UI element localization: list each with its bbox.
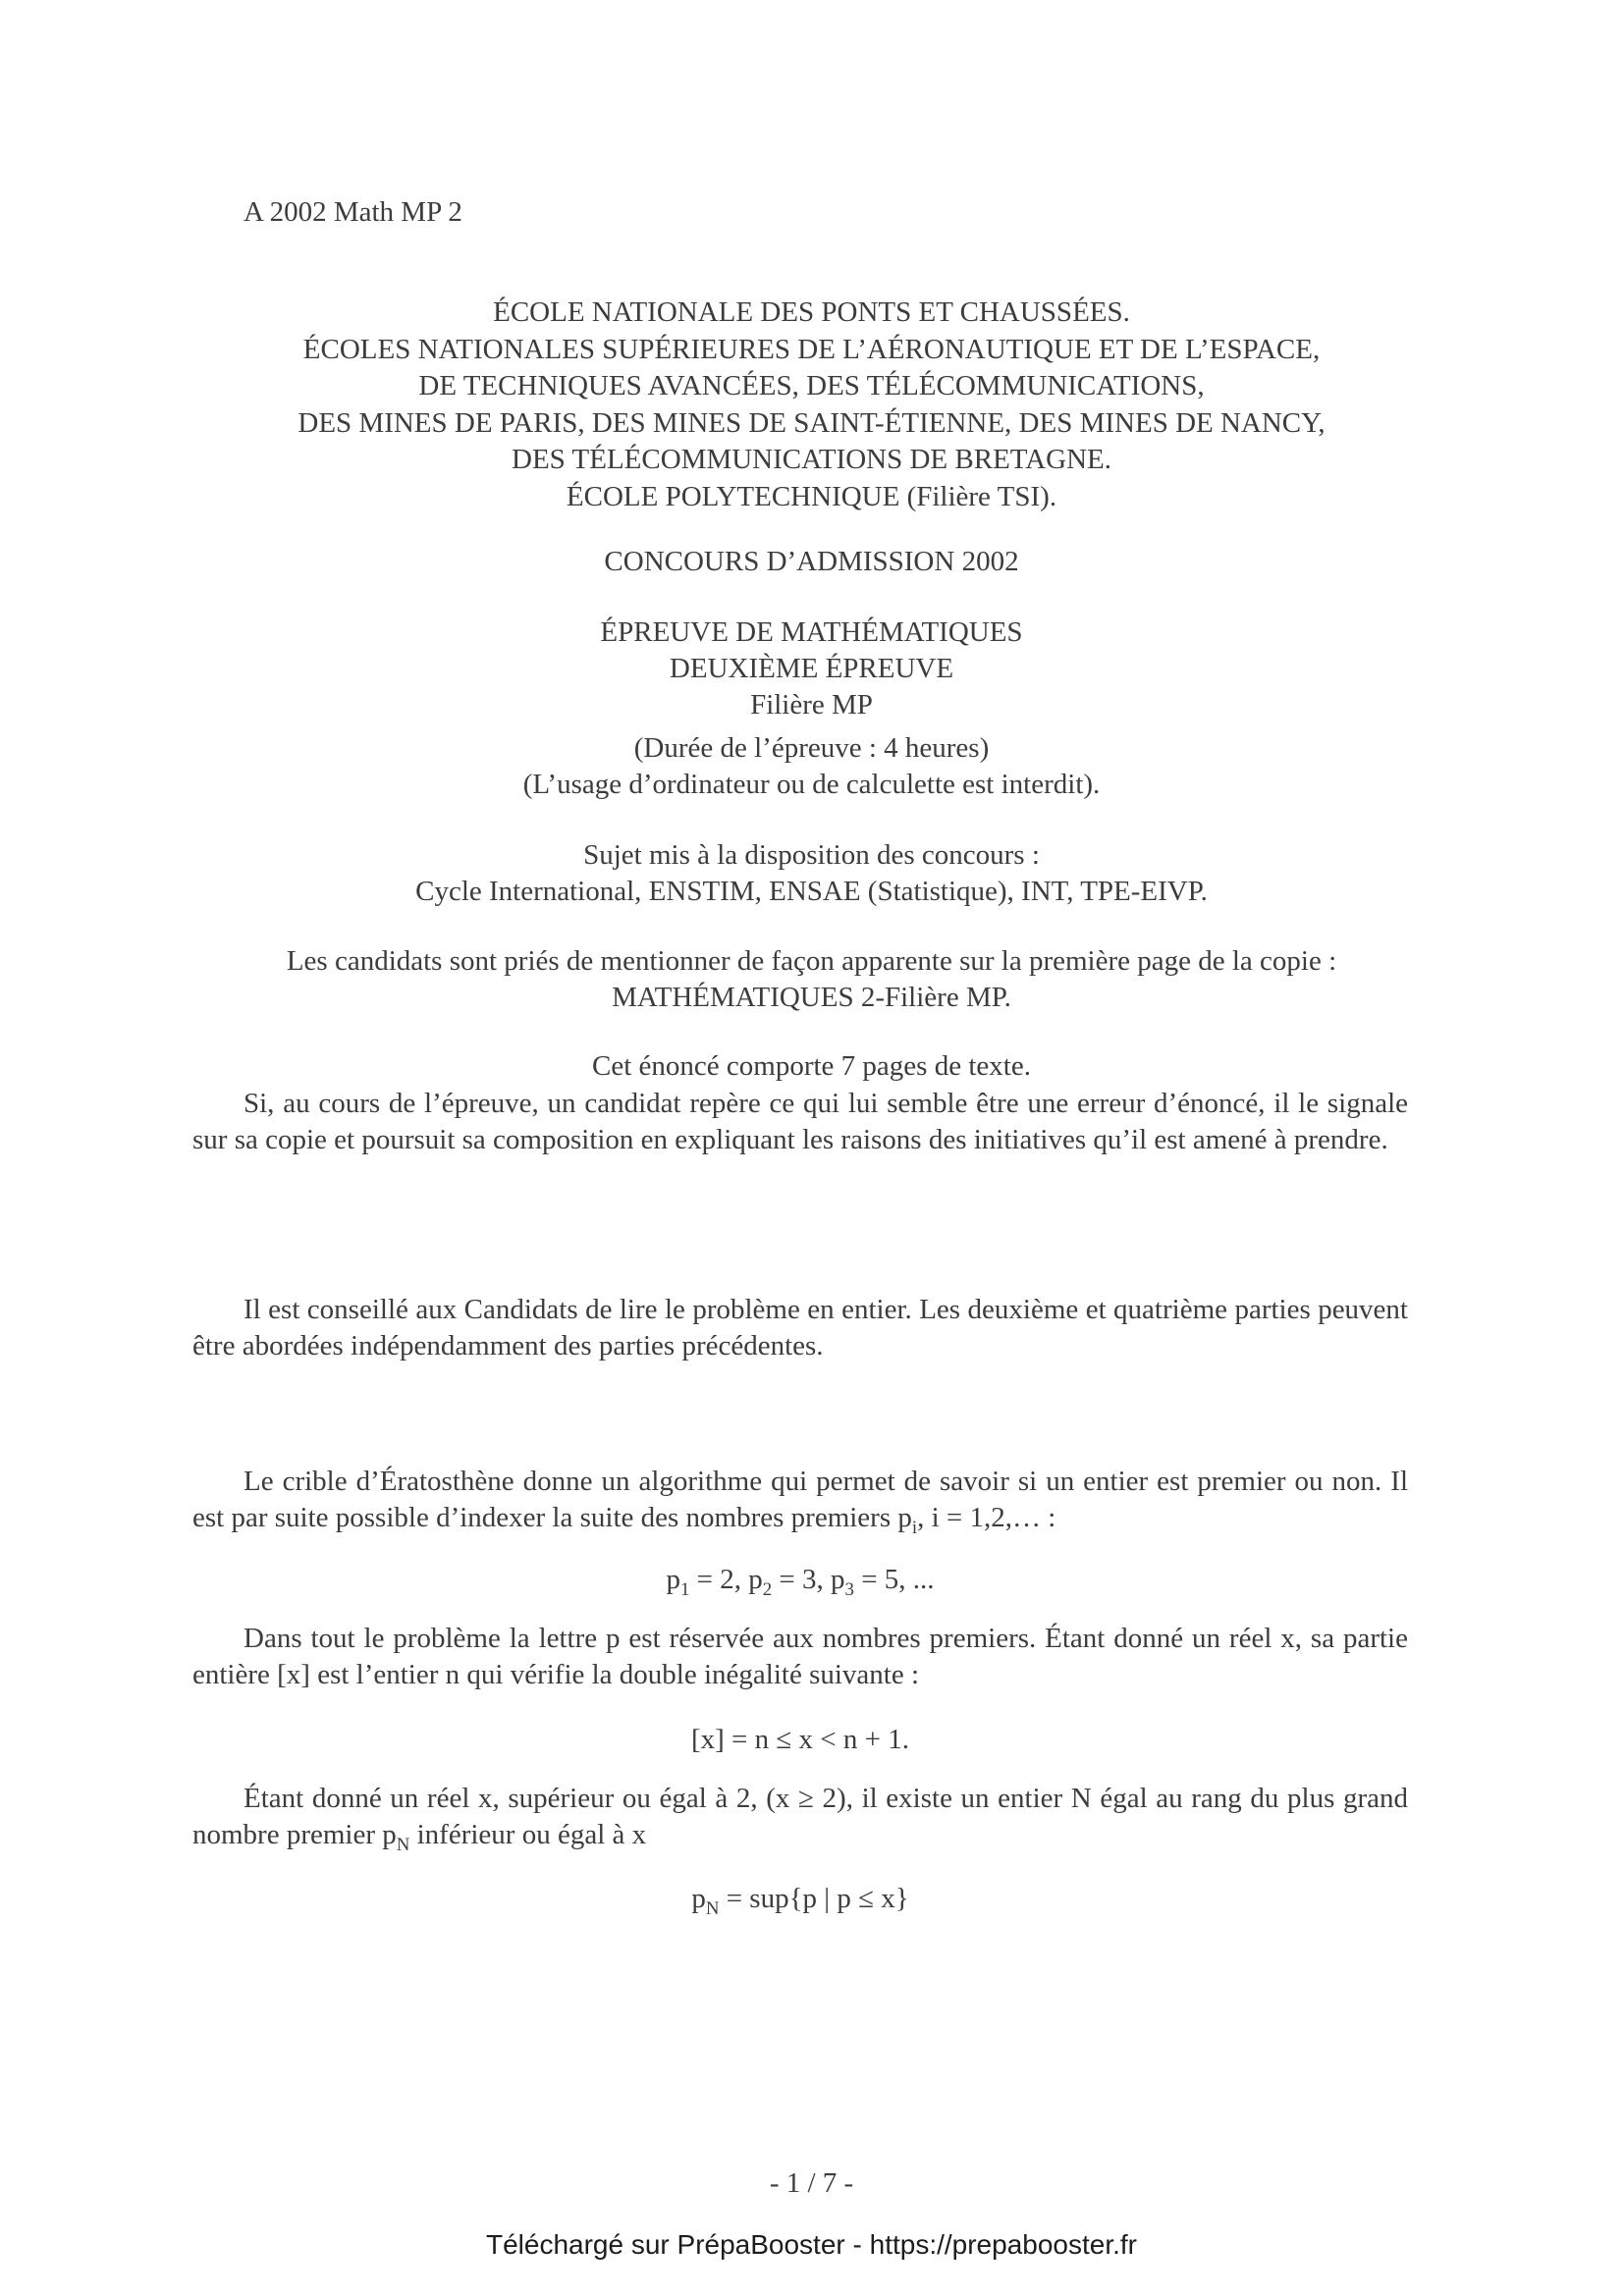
subscript-2: 2 — [762, 1578, 773, 1600]
formula-pn-part: p — [691, 1883, 706, 1914]
school-line: ÉCOLE NATIONALE DES PONTS ET CHAUSSÉES. — [493, 296, 1130, 328]
sujet-block — [0, 837, 1623, 910]
school-line: DES MINES DE PARIS, DES MINES DE SAINT-ÉTIENNE, DES MINES DE NANCY, — [298, 406, 1325, 439]
exam-code-label: A 2002 Math MP 2 — [243, 196, 462, 228]
paragraph-rang-text: Étant donné un réel x, supérieur ou égal à 2, (x ≥ 2), il existe un entier N égal au rang du plus grand nombre premier p — [192, 1783, 1408, 1851]
schools-block — [0, 294, 1623, 515]
duree-block — [0, 730, 1623, 803]
epreuve-title-line: ÉPREUVE DE MATHÉMATIQUES — [600, 616, 1023, 648]
school-line: ÉCOLE POLYTECHNIQUE (Filière TSI). — [566, 480, 1057, 512]
formula-primes — [192, 1562, 1408, 1598]
subscript-N: N — [396, 1835, 410, 1856]
mention-matiere-line: MATHÉMATIQUES 2-Filière MP. — [612, 982, 1011, 1013]
epreuve-title-block — [0, 614, 1623, 723]
school-line: ÉCOLES NATIONALES SUPÉRIEURES DE L’AÉRONAUTIQUE ET DE L’ESPACE, — [302, 333, 1321, 365]
mention-block — [0, 943, 1623, 1016]
paragraph-crible-text: Le crible d’Ératosthène donne un algorithme qui permet de savoir si un entier est premier ou non. Il est par suite possible d’indexer la suite des nombres premiers p — [192, 1466, 1408, 1534]
mention-line: Les candidats sont priés de mentionner de façon apparente sur la première page de la copie : — [286, 945, 1337, 977]
footer-download-credit: Téléchargé sur PrépaBooster - https://prepabooster.fr — [485, 2229, 1138, 2260]
formula-primes-part: p — [666, 1564, 680, 1595]
paragraph-lettre-p: Dans tout le problème la lettre p est réservée aux nombres premiers. Étant donné un réel x, sa partie entière [x] est l’entier n qui vérifie la double inégalité suivante : — [192, 1623, 1408, 1691]
admission-title: CONCOURS D’ADMISSION 2002 — [604, 546, 1019, 577]
paragraph-erreur: Si, au cours de l’épreuve, un candidat repère ce qui lui semble être une erreur d’énoncé, il le signale sur sa copie et poursuit sa composition en expliquant les raisons des initiatives qu’il est amené à prendre. — [192, 1088, 1408, 1156]
formula-pn-sup — [192, 1881, 1408, 1917]
paragraph-rang-tail: inférieur ou égal à x — [409, 1819, 647, 1851]
paragraph-conseil: Il est conseillé aux Candidats de lire le problème en entier. Les deuxième et quatrième parties peuvent être abordées indépendamment des parties précédentes. — [192, 1294, 1408, 1362]
subscript-i: i — [911, 1518, 918, 1539]
duree-line: (Durée de l’épreuve : 4 heures) — [633, 732, 990, 764]
sujet-concours-line: Cycle International, ENSTIM, ENSAE (Statistique), INT, TPE-EIVP. — [415, 876, 1208, 907]
formula-primes-part: = 5, ... — [853, 1564, 935, 1595]
usage-interdit-line: (L’usage d’ordinateur ou de calculette est interdit). — [522, 769, 1101, 800]
school-line: DES TÉLÉCOMMUNICATIONS DE BRETAGNE. — [512, 444, 1111, 475]
paragraph-crible — [192, 1464, 1408, 1537]
epreuve-title-line: DEUXIÈME ÉPREUVE — [669, 653, 954, 684]
epreuve-filiere-line: Filière MP — [750, 689, 873, 721]
subscript-3: 3 — [844, 1578, 854, 1600]
subscript-N: N — [705, 1897, 720, 1919]
formula-primes-part: = 2, p — [689, 1564, 763, 1595]
school-line: DE TECHNIQUES AVANCÉES, DES TÉLÉCOMMUNICATIONS, — [418, 370, 1205, 401]
formula-primes-part: = 3, p — [772, 1564, 845, 1595]
formula-partie-entiere: [x] = n ≤ x < n + 1. — [690, 1724, 910, 1755]
formula-pn-part: = sup{p | p ≤ x} — [719, 1883, 909, 1914]
subscript-1: 1 — [679, 1578, 690, 1600]
page-number: - 1 / 7 - — [769, 2167, 854, 2199]
sujet-line: Sujet mis à la disposition des concours : — [583, 839, 1040, 871]
paragraph-crible-tail: , i = 1,2,… : — [917, 1502, 1056, 1534]
paragraph-rang — [192, 1781, 1408, 1854]
pages-note: Cet énoncé comporte 7 pages de texte. — [592, 1050, 1031, 1082]
